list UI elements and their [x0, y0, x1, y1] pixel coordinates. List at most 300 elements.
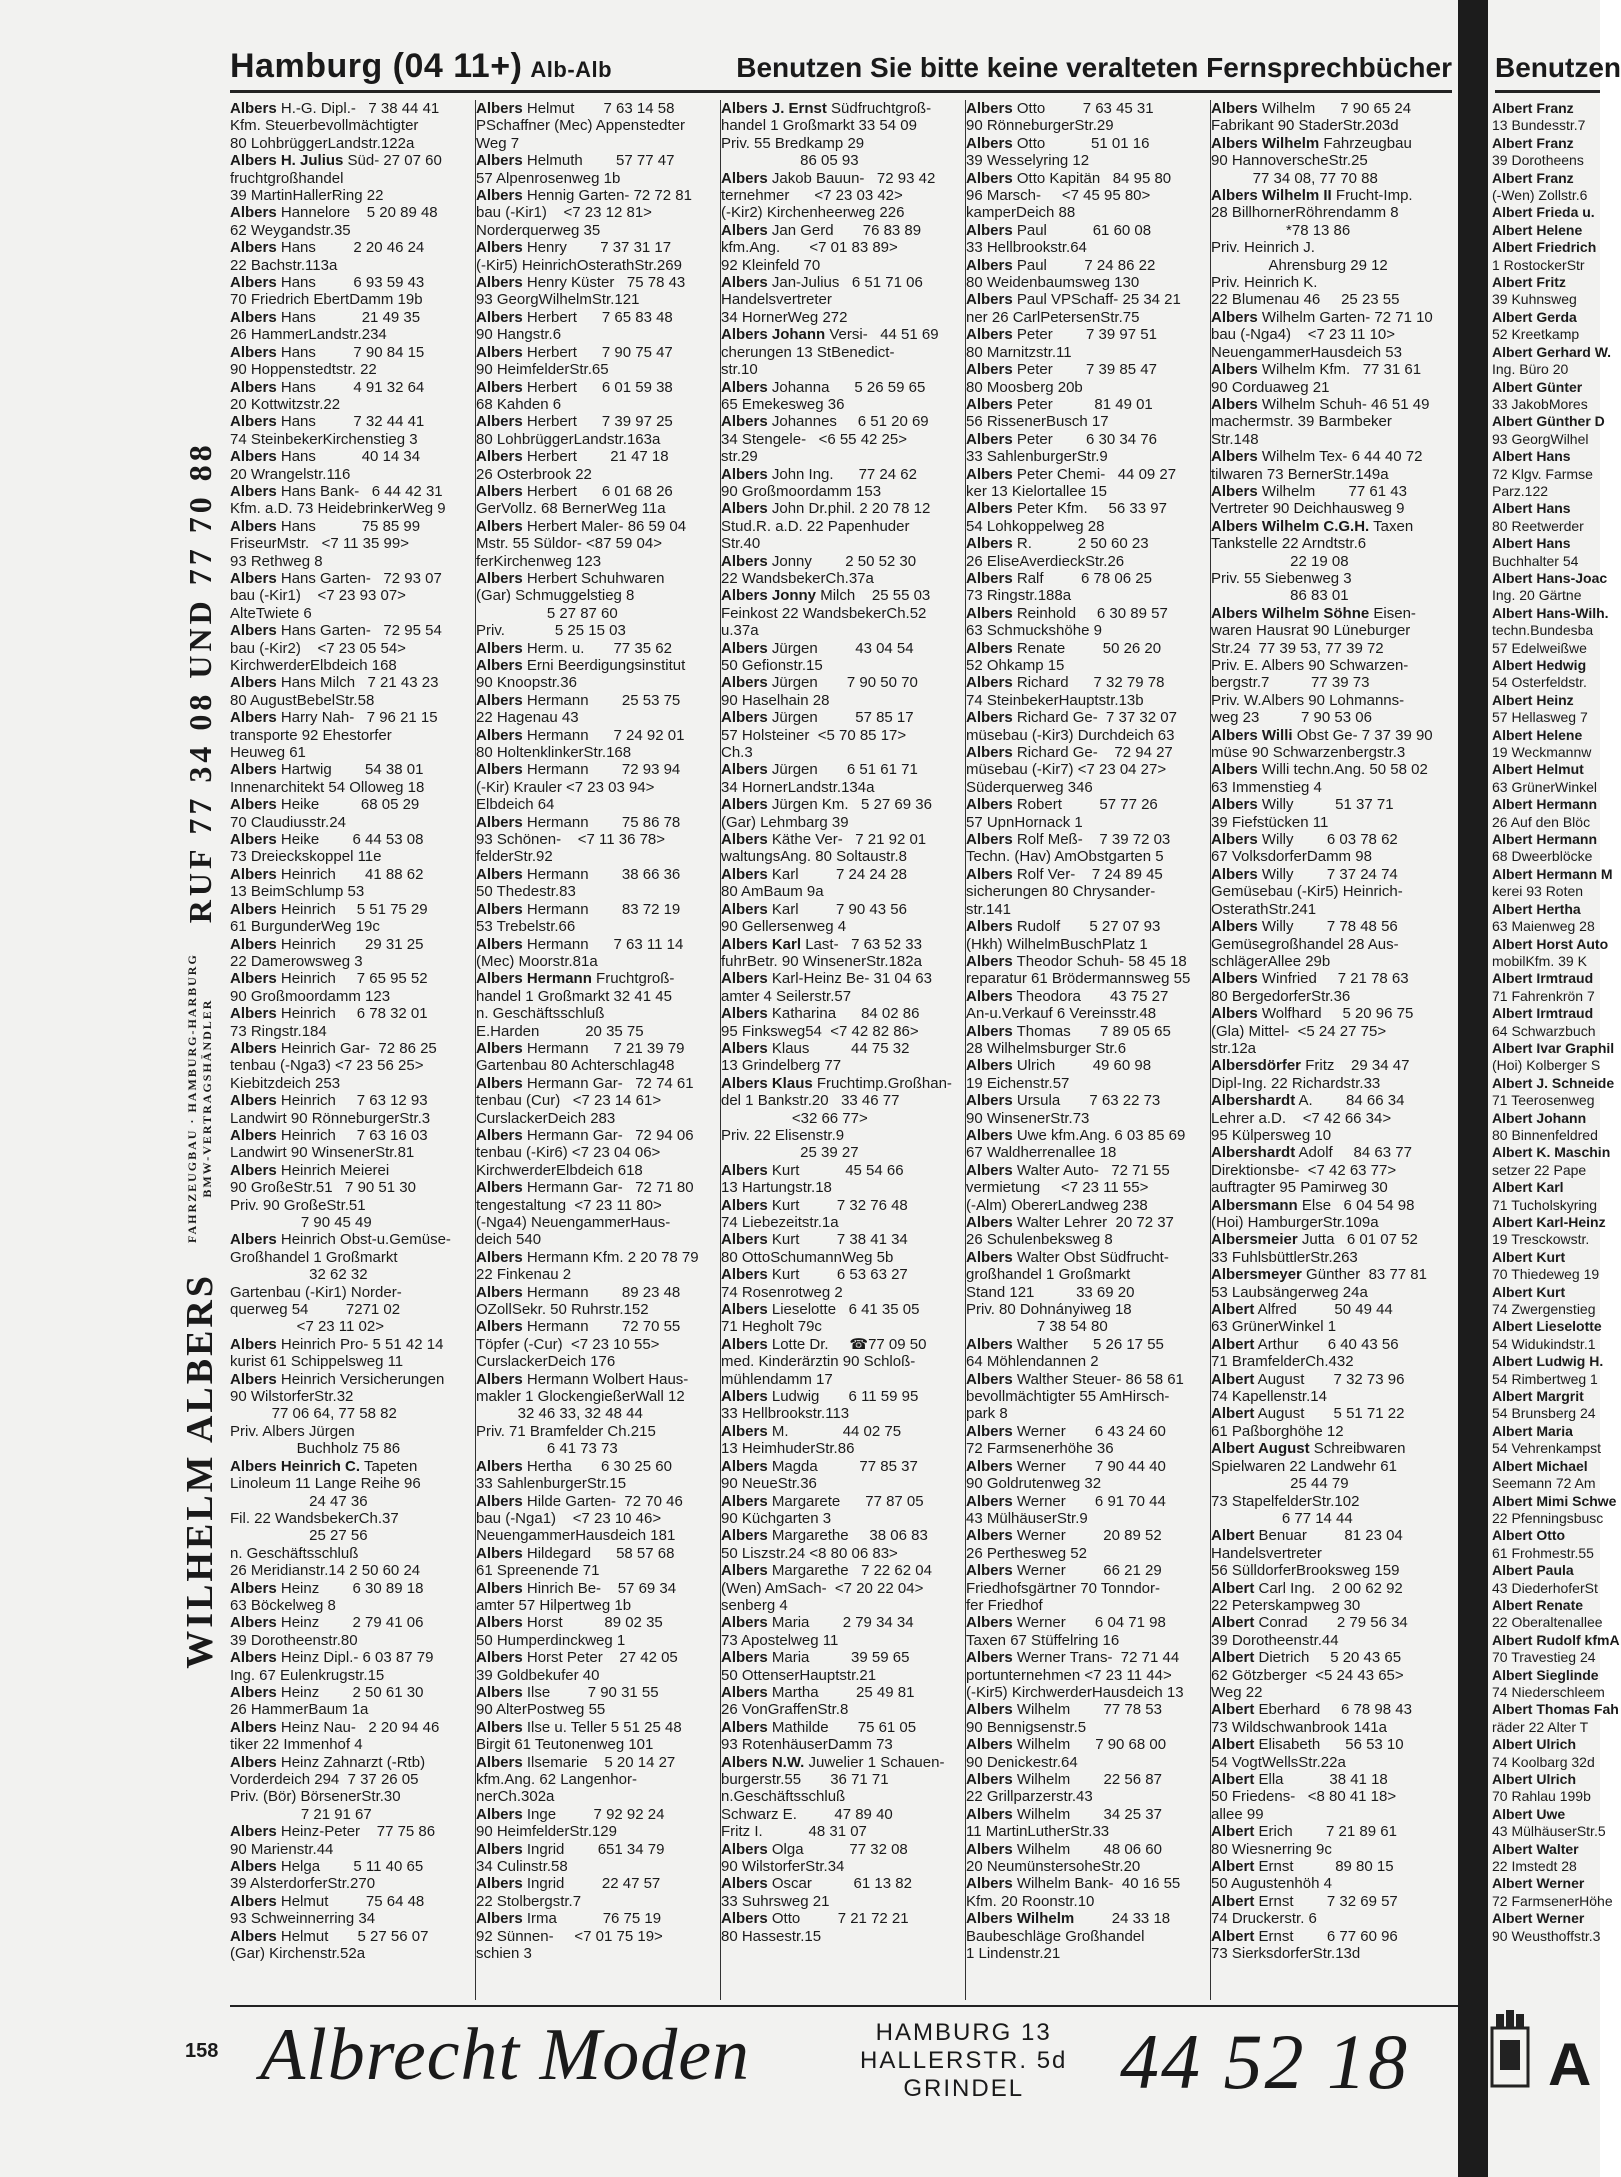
listing-entry — [230, 988, 470, 1005]
listing-text: Heinrich Obst-u.Gemüse- — [276, 1231, 451, 1249]
listing-entry — [966, 1040, 1206, 1057]
listing-entry — [476, 918, 716, 935]
listing-name: Albers Wilhelm — [1211, 134, 1320, 152]
listing-entry — [1211, 413, 1456, 430]
next-page-entry: techn.Bundesba — [1492, 622, 1594, 639]
listing-name: Albersmeier — [1211, 1231, 1298, 1249]
listing-text: Robert 57 77 26 — [1012, 796, 1158, 814]
listing-text: 70 Friedrich EbertDamm 19b — [230, 291, 423, 309]
listing-text: Priv. 55 Siebenweg 3 — [1211, 569, 1352, 587]
next-page-entry: 68 Dweerblöcke — [1492, 848, 1593, 865]
listing-entry — [230, 1231, 470, 1248]
listing-entry — [1211, 1945, 1456, 1962]
listing-name: Albers — [230, 674, 277, 692]
listing-text: Elbdeich 64 — [476, 796, 555, 814]
next-page-entry: 64 Schwarzbuch — [1492, 1022, 1596, 1039]
listing-entry — [476, 500, 716, 517]
listing-text: Priv. Heinrich K. — [1211, 274, 1318, 292]
listing-name: Albers — [966, 1161, 1013, 1179]
listing-text: cherungen 13 StBenedict- — [721, 343, 895, 361]
listing-entry — [721, 988, 961, 1005]
listing-text: Lehrer a.D. <7 42 66 34> — [1211, 1109, 1392, 1127]
listing-text: 93 Schönen- <7 11 36 78> — [476, 831, 666, 849]
listing-entry — [476, 1005, 716, 1022]
next-page-entry: Albert Gerhard W. — [1492, 343, 1612, 360]
listing-name: Albers — [1211, 361, 1258, 379]
listing-text: müse 90 Schwarzenbergstr.3 — [1211, 744, 1406, 762]
listing-text: Willy 7 37 24 74 — [1257, 865, 1398, 883]
listing-text: Taxen 67 Stüffelring 16 — [966, 1631, 1120, 1649]
listing-entry — [721, 1440, 961, 1457]
listing-text: Wilhelm 48 06 60 — [1012, 1840, 1162, 1858]
listing-name: Albers — [721, 1005, 768, 1023]
listing-name: Albers — [721, 674, 768, 692]
listing-text: Hans Garten- 72 95 54 — [276, 622, 442, 640]
listing-name: Albers — [966, 1875, 1013, 1893]
listing-name: Albers — [1211, 831, 1258, 849]
listing-entry — [476, 1405, 716, 1422]
listing-text: 24 33 18 — [1074, 1910, 1171, 1928]
listing-entry — [1211, 1493, 1456, 1510]
listing-text: Heinrich 29 31 25 — [276, 935, 424, 953]
listing-name: Albers — [476, 308, 523, 326]
listing-text: sicherungen 80 Chrysander- — [966, 883, 1156, 901]
listing-entry — [721, 1110, 961, 1127]
listing-entry — [476, 326, 716, 343]
listing-entry — [230, 1597, 470, 1614]
listing-entry — [1211, 936, 1456, 953]
listing-name: Albersmann — [1211, 1196, 1298, 1214]
listing-text: Heuweg 61 — [230, 744, 306, 762]
listing-entry — [1211, 1266, 1456, 1283]
listing-text: mühlendamm 17 — [721, 1370, 833, 1388]
listing-entry — [230, 1423, 470, 1440]
listing-text: NeuengammerHausdeich 181 — [476, 1527, 676, 1545]
listing-entry — [966, 1371, 1206, 1388]
listing-entry — [230, 222, 470, 239]
listing-entry — [721, 1127, 961, 1144]
listing-text: 33 SahlenburgerStr.9 — [966, 448, 1108, 466]
listing-column-5 — [1210, 100, 1456, 2000]
listing-text: portunternehmen <7 23 11 44> — [966, 1666, 1172, 1684]
listing-entry — [721, 1266, 961, 1283]
listing-entry — [476, 657, 716, 674]
listing-entry — [1211, 1771, 1456, 1788]
next-page-entry: räder 22 Alter T — [1492, 1718, 1589, 1735]
listing-text: Helmuth 57 77 47 — [522, 152, 675, 170]
listing-entry — [230, 1684, 470, 1701]
listing-text: August 5 51 71 22 — [1254, 1405, 1405, 1423]
listing-entry — [721, 622, 961, 639]
listing-text: Ernst 6 77 60 96 — [1254, 1927, 1398, 1945]
listing-entry — [476, 1249, 716, 1266]
listing-text: 90 Hoppenstedtstr. 22 — [230, 361, 377, 379]
listing-name: Albers — [966, 1422, 1013, 1440]
listing-name: Albers — [230, 1858, 277, 1876]
next-page-entry: Albert Kurt — [1492, 1283, 1566, 1300]
listing-text: kurist 61 Schippelsweg 11 — [230, 1353, 404, 1371]
listing-entry — [476, 1823, 716, 1840]
listing-entry — [966, 1875, 1206, 1892]
listing-name: Albers — [476, 1840, 523, 1858]
listing-text: (-Alm) ObererLandweg 238 — [966, 1196, 1148, 1214]
listing-text: Eisen- — [1369, 604, 1416, 622]
listing-entry — [1211, 918, 1456, 935]
listing-text: Walther Steuer- 86 58 61 — [1012, 1370, 1184, 1388]
listing-name: Albers — [476, 1179, 523, 1197]
listing-entry — [230, 117, 470, 134]
listing-text: Weg 22 — [1211, 1683, 1263, 1701]
listing-entry — [230, 344, 470, 361]
listing-entry — [721, 587, 961, 604]
listing-text: 26 HammerLandstr.234 — [230, 326, 387, 344]
listing-entry — [721, 1545, 961, 1562]
listing-text: Thomas 7 89 05 65 — [1012, 1022, 1171, 1040]
listing-text: Hertha 6 30 25 60 — [522, 1457, 672, 1475]
listing-entry — [966, 622, 1206, 639]
listing-entry — [230, 1614, 470, 1631]
listing-entry — [1211, 1214, 1456, 1231]
listing-name: Albers N.W. — [721, 1753, 805, 1771]
listing-entry — [1211, 1405, 1456, 1422]
listing-name: Albers — [721, 1266, 768, 1284]
listing-entry — [1211, 1893, 1456, 1910]
listing-text: u.37a — [721, 622, 759, 640]
listing-entry — [1211, 953, 1456, 970]
listing-text: kfm.Ang. 62 Langenhor- — [476, 1771, 637, 1788]
listing-entry — [966, 918, 1206, 935]
listing-entry — [476, 1858, 716, 1875]
listing-text: Ilsemarie 5 20 14 27 — [522, 1753, 676, 1771]
listing-text: 90 WilstorferStr.32 — [230, 1388, 354, 1406]
listing-entry — [476, 1353, 716, 1370]
listing-name: Albers — [230, 1753, 277, 1771]
listing-text: 61 BurgunderWeg 19c — [230, 918, 380, 936]
listing-entry — [966, 1353, 1206, 1370]
listing-entry — [966, 657, 1206, 674]
listing-text: 25 39 27 — [721, 1144, 859, 1162]
listing-entry — [721, 257, 961, 274]
listing-entry — [966, 1736, 1206, 1753]
listing-text: Fabrikant 90 StaderStr.203d — [1211, 117, 1399, 135]
listing-text: (-Kir5) KirchwerderHausdeich 13 — [966, 1683, 1184, 1701]
listing-entry — [966, 1510, 1206, 1527]
listing-entry — [476, 883, 716, 900]
page-number: 158 — [185, 2040, 219, 2062]
next-page-entry: Albert Maria — [1492, 1422, 1573, 1439]
listing-name: Albers — [476, 1544, 523, 1562]
listing-entry — [476, 1893, 716, 1910]
listing-text: 80 LohbrüggerLandstr.163a — [476, 430, 661, 448]
listing-text: Lieselotte 6 41 35 05 — [767, 1301, 920, 1319]
side-ad-name: WILHELM ALBERS — [179, 1272, 221, 1669]
next-page-entry: 70 Rahlau 199b — [1492, 1788, 1591, 1805]
next-page-entry: Albert Horst Auto — [1492, 935, 1609, 952]
listing-text: Hermann 83 72 19 — [522, 900, 681, 918]
listing-text: Kurt 45 54 66 — [767, 1161, 904, 1179]
listing-text: Priv. 90 GroßeStr.51 — [230, 1196, 366, 1214]
listing-entry — [230, 1440, 470, 1457]
listing-entry — [721, 1910, 961, 1927]
listing-entry — [1211, 1057, 1456, 1074]
listing-name: Albers — [721, 274, 768, 292]
listing-entry — [476, 1266, 716, 1283]
next-page-entry: 19 Tresckowstr. — [1492, 1231, 1590, 1248]
listing-entry — [721, 570, 961, 587]
listing-entry — [966, 379, 1206, 396]
listing-text: Linoleum 11 Lange Reihe 96 — [230, 1475, 421, 1493]
listing-text: Süd- 27 07 60 — [343, 152, 442, 170]
listing-entry — [230, 866, 470, 883]
listing-text: ner 26 CarlPetersenStr.75 — [966, 308, 1140, 326]
listing-name: Albers — [476, 1039, 523, 1057]
listing-text: fer Friedhof — [966, 1596, 1043, 1614]
listing-text: Heinz Dipl.- 6 03 87 79 — [276, 1649, 434, 1667]
listing-text: Heinz-Peter 77 75 86 — [276, 1823, 436, 1841]
listing-column-3 — [720, 100, 961, 2000]
listing-text: 63 Böckelweg 8 — [230, 1596, 336, 1614]
listing-text: Fruchtimp.Großhan- — [812, 1074, 952, 1092]
listing-text: Elisabeth 56 53 10 — [1254, 1736, 1404, 1754]
listing-text: Heinrich 6 78 32 01 — [276, 1005, 428, 1023]
listing-name: Albers — [721, 761, 768, 779]
listing-entry — [230, 1875, 470, 1892]
listing-name: Albers — [966, 831, 1013, 849]
next-page-entry: Albert Ludwig H. — [1492, 1353, 1604, 1370]
listing-text: 57 Alpenrosenweg 1b — [476, 169, 621, 187]
listing-text: Walter Lehrer 20 72 37 — [1012, 1214, 1174, 1231]
listing-entry — [230, 1371, 470, 1388]
listing-entry — [966, 1649, 1206, 1666]
listing-entry — [721, 1649, 961, 1666]
listing-name: Albers — [966, 430, 1013, 448]
listing-text: 90 Gellersenweg 4 — [721, 918, 847, 936]
listing-name: Albers — [721, 1910, 768, 1928]
listing-text: 1 Lindenstr.21 — [966, 1945, 1061, 1963]
listing-name: Albers Willi — [1211, 726, 1293, 744]
listing-entry — [721, 1162, 961, 1179]
listing-entry — [230, 535, 470, 552]
side-ad-phone: RUF 77 34 08 UND 77 70 88 — [181, 441, 218, 924]
listing-entry — [476, 1127, 716, 1144]
listing-entry — [966, 309, 1206, 326]
listing-text: Vorderdeich 294 7 37 26 05 — [230, 1771, 419, 1788]
listing-text: (Gar) Lehmbarg 39 — [721, 813, 849, 831]
listing-text: bau (-Nga1) <7 23 10 46> — [476, 1509, 662, 1527]
listing-entry — [476, 1301, 716, 1318]
listing-text: Carl Ing. 2 00 62 92 — [1254, 1579, 1403, 1597]
listing-text: Willy 51 37 71 — [1257, 796, 1394, 814]
listing-text: Feinkost 22 WandsbekerCh.52 — [721, 604, 927, 622]
next-page-entry: Albert Hermann M — [1492, 865, 1613, 882]
listing-text: Winfried 7 21 78 63 — [1257, 970, 1409, 988]
listing-name: Albers — [230, 1614, 277, 1632]
next-page-entry: 70 Travestieg 24 — [1492, 1649, 1596, 1666]
listing-entry — [476, 692, 716, 709]
footer-ad-address-line1: HAMBURG 13 — [875, 2019, 1052, 2046]
next-page-entry: 93 GeorgWilhel — [1492, 430, 1589, 447]
listing-text: tenbau (-Nga3) <7 23 56 25> — [230, 1057, 424, 1075]
listing-text: Jürgen 43 04 54 — [767, 639, 914, 657]
listing-text: Gemüsegroßhandel 28 Aus- — [1211, 935, 1399, 953]
listing-text: 22 Peterskampweg 30 — [1211, 1596, 1361, 1614]
listing-text: Paul 7 24 86 22 — [1012, 256, 1156, 274]
listing-entry — [1211, 1580, 1456, 1597]
listing-entry — [476, 1475, 716, 1492]
listing-entry — [721, 413, 961, 430]
side-ad-line2: BMW-VERTRAGSHÄNDLER — [200, 998, 214, 1198]
listing-text: 22 Finkenau 2 — [476, 1266, 572, 1284]
listing-text: Ch.3 — [721, 744, 753, 762]
listing-text: Obst Ge- 7 37 39 90 — [1292, 726, 1433, 744]
listing-entry — [721, 1371, 961, 1388]
listing-text: Heinrich 7 65 95 52 — [276, 970, 428, 988]
listing-text: 95 Finksweg54 <7 42 82 86> — [721, 1022, 919, 1040]
listing-text: Heinz Zahnarzt (-Rtb) — [276, 1753, 426, 1771]
listing-entry — [966, 152, 1206, 169]
listing-entry — [721, 1336, 961, 1353]
listing-text: 90 Goldrutenweg 32 — [966, 1475, 1102, 1493]
next-page-entry: 39 Kuhnsweg — [1492, 291, 1577, 308]
listing-entry — [1211, 1353, 1456, 1370]
listing-entry — [1211, 257, 1456, 274]
listing-entry — [721, 1040, 961, 1057]
listing-text: Hermann Gar- 72 71 80 — [522, 1179, 694, 1197]
next-page-entry: Albert Hedwig — [1492, 657, 1587, 673]
listing-entry — [476, 1649, 716, 1666]
listing-entry — [476, 727, 716, 744]
listing-text: Lotte Dr. ☎77 09 50 — [767, 1335, 927, 1353]
listing-entry — [230, 1475, 470, 1492]
listing-name: Albers — [230, 1161, 277, 1179]
listing-entry — [966, 587, 1206, 604]
listing-text: (Hkh) WilhelmBuschPlatz 1 — [966, 935, 1148, 953]
listing-text: Jakob Bauun- 72 93 42 — [767, 169, 936, 187]
next-page-entry: Seemann 72 Am — [1492, 1475, 1596, 1492]
listing-text: Wilhelm Garten- 72 71 10 — [1257, 308, 1433, 326]
listing-entry — [966, 204, 1206, 221]
listing-text: Vertreter 90 Deichhausweg 9 — [1211, 500, 1405, 518]
listing-text: 90 Großmoordamm 153 — [721, 482, 882, 500]
listing-entry — [476, 222, 716, 239]
listing-entry — [230, 326, 470, 343]
next-page-entry: 74 Koolbarg 32d — [1492, 1753, 1595, 1770]
listing-entry — [1211, 1423, 1456, 1440]
listing-entry — [476, 379, 716, 396]
listing-column-1 — [230, 100, 470, 2000]
listing-entry — [476, 796, 716, 813]
listing-entry — [966, 361, 1206, 378]
listing-name: Albersdörfer — [1211, 1057, 1302, 1075]
listing-name: Albers — [476, 1370, 523, 1388]
listing-entry — [476, 1597, 716, 1614]
listing-name: Albers — [721, 1196, 768, 1214]
listing-text: Johanna 5 26 59 65 — [767, 378, 926, 396]
listing-name: Albers — [476, 900, 523, 918]
next-page-entry: Albert Günther D — [1492, 413, 1605, 430]
listing-text: Versi- 44 51 69 — [825, 326, 939, 344]
listing-text: Reinhold 6 30 89 57 — [1012, 604, 1168, 622]
listing-text: Str.40 — [721, 535, 761, 553]
listing-entry — [966, 901, 1206, 918]
listing-text: 50 Augustenhöh 4 — [1211, 1875, 1332, 1893]
listing-name: Albers — [721, 500, 768, 518]
listing-name: Albers — [1211, 1005, 1258, 1023]
listing-text: 50 Liszstr.24 <8 80 06 83> — [721, 1544, 898, 1562]
listing-name: Albers Klaus — [721, 1074, 813, 1092]
listing-entry — [721, 326, 961, 343]
next-page-entry: 71 Tucholskyring — [1492, 1196, 1598, 1213]
listing-name: Albers — [476, 187, 523, 205]
listing-text: vermietung <7 23 11 55> — [966, 1179, 1149, 1197]
listing-text: Heinrich 7 63 12 93 — [276, 1092, 428, 1110]
listing-text: Heinz 2 79 41 06 — [276, 1614, 424, 1632]
listing-name: Albers — [721, 1562, 768, 1580]
listing-entry — [1211, 535, 1456, 552]
listing-entry — [1211, 587, 1456, 604]
listing-entry — [476, 1527, 716, 1544]
listing-text: 80 Wiesnerring 9c — [1211, 1840, 1332, 1858]
listing-entry — [721, 1684, 961, 1701]
listing-name: Albers — [966, 535, 1013, 553]
listing-text: Str.24 77 39 53, 77 39 72 — [1211, 639, 1384, 657]
listing-entry — [1211, 1614, 1456, 1631]
listing-text: burgerstr.55 36 71 71 — [721, 1771, 889, 1788]
listing-name: Albers — [966, 604, 1013, 622]
listing-text: Walter Auto- 72 71 55 — [1012, 1161, 1170, 1179]
listing-entry — [966, 1440, 1206, 1457]
listing-entry — [476, 413, 716, 430]
listing-entry — [1211, 100, 1456, 117]
listing-entry — [230, 1249, 470, 1266]
listing-entry — [476, 605, 716, 622]
listing-text: Rudolf 5 27 07 93 — [1012, 918, 1161, 936]
listing-entry — [476, 1023, 716, 1040]
listing-entry — [476, 640, 716, 657]
listing-text: 53 Trebelstr.66 — [476, 918, 576, 936]
listing-text: Olga 77 32 08 — [767, 1840, 908, 1858]
listing-entry — [1211, 692, 1456, 709]
listing-text: 80 OttoSchumannWeg 5b — [721, 1248, 894, 1266]
listing-entry — [476, 1423, 716, 1440]
listing-entry — [721, 483, 961, 500]
listing-text: 22 Bachstr.113a — [230, 256, 338, 274]
listing-entry — [476, 709, 716, 726]
listing-entry — [966, 1144, 1206, 1161]
listing-entry — [966, 135, 1206, 152]
listing-entry — [966, 1945, 1206, 1962]
listing-name: Albers — [966, 1492, 1013, 1510]
listing-entry — [230, 466, 470, 483]
listing-text: Jonny 2 50 52 30 — [767, 552, 917, 570]
listing-entry — [230, 152, 470, 169]
listing-text: 90 Haselhain 28 — [721, 691, 830, 709]
listing-entry — [966, 1684, 1206, 1701]
listing-entry — [721, 1527, 961, 1544]
listing-text: Wilhelm Tex- 6 44 40 72 — [1257, 448, 1423, 466]
listing-text: Birgit 61 Teutonenweg 101 — [476, 1736, 654, 1754]
listing-name: Albers — [476, 1126, 523, 1144]
listing-text: 90 NeueStr.36 — [721, 1475, 817, 1493]
listing-entry — [721, 918, 961, 935]
listing-name: Albers — [966, 1092, 1013, 1110]
listing-entry — [1211, 622, 1456, 639]
next-page-entry: Albert Michael — [1492, 1457, 1588, 1474]
listing-name: Albers — [721, 221, 768, 239]
listing-entry — [721, 796, 961, 813]
listing-name: Albers — [721, 796, 768, 814]
listing-text: CurslackerDeich 283 — [476, 1109, 616, 1127]
